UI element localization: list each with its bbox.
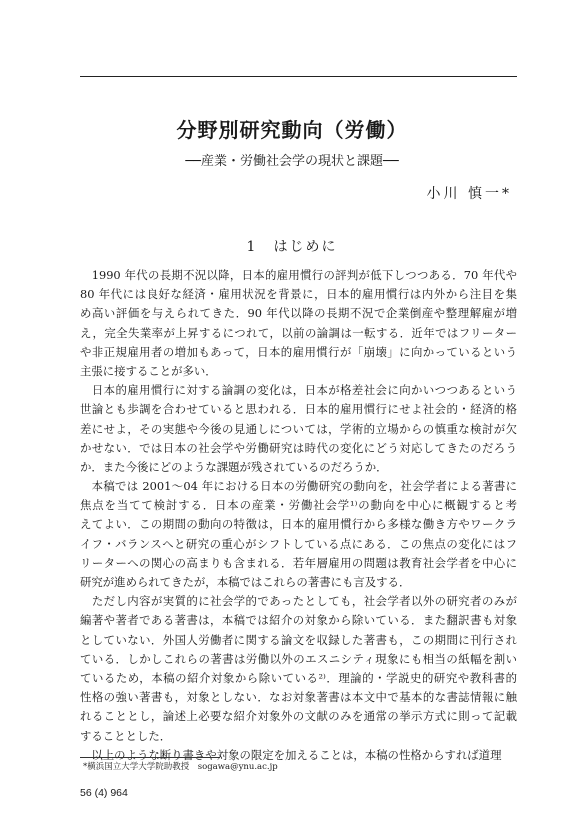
body-line: イフ・バランスへと研究の重心がシフトしている点にある．この焦点の変化にはフ [80, 536, 517, 551]
body-line: えてよい．この期間の動向の特徴は，日本的雇用慣行から多様な働き方やワークラ [80, 517, 517, 532]
body-line: 1990 年代の長期不況以降，日本的雇用慣行の評判が低下しつつある．70 年代や [80, 268, 517, 282]
body-line: 日本的雇用慣行に対する論調の変化は，日本が格差社会に向かいつつあるという [80, 383, 517, 398]
body-line: 焦点を当てて検討する．日本の産業・労働社会学¹⁾の動向を中心に概観すると考 [80, 498, 517, 513]
article-title: 分野別研究動向（労働） [176, 118, 408, 142]
page-number: 56 (4) 964 [80, 787, 128, 799]
body-line: や非正規雇用者の増加もあって，日本的雇用慣行が「崩壊」に向かっているという [80, 344, 517, 359]
body-line: 以上のような断り書きや対象の限定を加えることは，本稿の性格からすれば道理 [80, 747, 502, 762]
body-line: 研究が進められてきたが，本稿ではこれらの著書にも言及する． [80, 575, 411, 589]
article-subtitle: ──産業・労働社会学の現状と課題── [185, 154, 399, 169]
author-name: 小川 慎一* [426, 186, 512, 202]
body-line: かせない．では日本の社会学や労働研究は時代の変化にどう対応してきたのだろう [80, 440, 517, 455]
body-line: 世論とも歩調を合わせていると思われる．日本的雇用慣行にせよ社会的・経済的格 [80, 402, 517, 417]
body-line: れることとし，論述上必要な紹介対象外の文献のみを通常の挙示方式に則って記載 [80, 709, 517, 724]
body-line: ている．しかしこれらの著書は労働以外のエスニシティ現象にも相当の紙幅を割い [80, 651, 517, 666]
body-line: リーターへの関心の高まりも含まれる．若年層雇用の問題は教育社会学者を中心に [80, 555, 517, 570]
body-line: ただし内容が実質的に社会学的であったとしても，社会学者以外の研究者のみが [80, 594, 517, 609]
section-heading: 1 はじめに [246, 239, 338, 255]
body-line: 差にせよ，その実態や今後の見通しについては，学術的立場からの慎重な検討が欠 [80, 421, 517, 436]
body-line: ているため，本稿の紹介対象から除いている²⁾．理論的・学説史的研究や教科書的 [80, 670, 517, 685]
body-line: 80 年代には良好な経済・雇用状況を背景に，日本的雇用慣行は内外から注目を集 [80, 287, 517, 302]
body-line: 性格の強い著書も，対象としない．なお対象著書は本文中で基本的な書誌情報に触 [80, 690, 517, 705]
body-line: え，完全失業率が上昇するにつれて，以前の論調は一転する．近年ではフリーター [80, 325, 517, 340]
body-line: か．また今後にどのような課題が残されているのだろうか． [80, 459, 388, 474]
body-line: することとした． [80, 728, 172, 743]
footnote-rule [80, 757, 220, 758]
body-line: としていない．外国人労働者に関する論文を収録した著書も，この期間に刊行され [80, 632, 517, 647]
body-line: 主張に接することが多い． [80, 363, 217, 378]
body-line: 本稿では 2001～04 年における日本の労働研究の動向を，社会学者による著書に [80, 479, 517, 494]
footnote: *横浜国立大学大学院助教授 sogawa@ynu.ac.jp [83, 762, 278, 772]
body-line: め高い評価を与えられてきた．90 年代以降の長期不況で企業倒産や整理解雇が増 [80, 306, 517, 321]
top-rule [80, 76, 517, 77]
body-line: 編著や著者である著書は，本稿では紹介の対象から除いている．また翻訳書も対象 [80, 613, 517, 628]
body-text [80, 266, 517, 765]
